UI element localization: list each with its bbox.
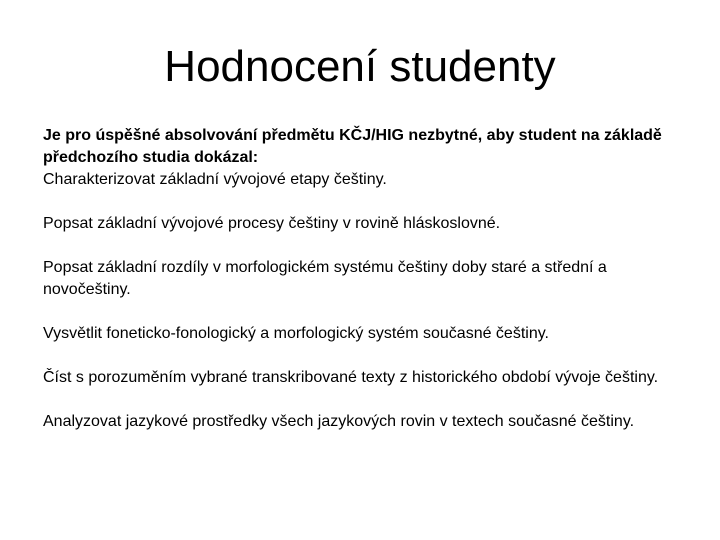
intro-text: Je pro úspěšné absolvování předmětu KČJ/HIG nezbytné, aby student na základě předchozího studia dokázal: bbox=[43, 127, 662, 166]
list-item: Číst s porozuměním vybrané transkribované texty z historického období vývoje češtiny. bbox=[43, 369, 659, 386]
slide-body bbox=[43, 125, 693, 433]
list-item: Vysvětlit foneticko-fonologický a morfologický systém současné češtiny. bbox=[43, 325, 549, 342]
list-item: Analyzovat jazykové prostředky všech jazykových rovin v textech současné češtiny. bbox=[43, 413, 635, 430]
slide-title: Hodnocení studenty bbox=[164, 42, 556, 91]
list-item: Popsat základní vývojové procesy češtiny v rovině hláskoslovné. bbox=[43, 215, 501, 232]
list-item: Popsat základní rozdíly v morfologickém systému češtiny doby staré a střední a novočeštiny. bbox=[43, 259, 607, 298]
list-item: Charakterizovat základní vývojové etapy češtiny. bbox=[43, 171, 387, 188]
